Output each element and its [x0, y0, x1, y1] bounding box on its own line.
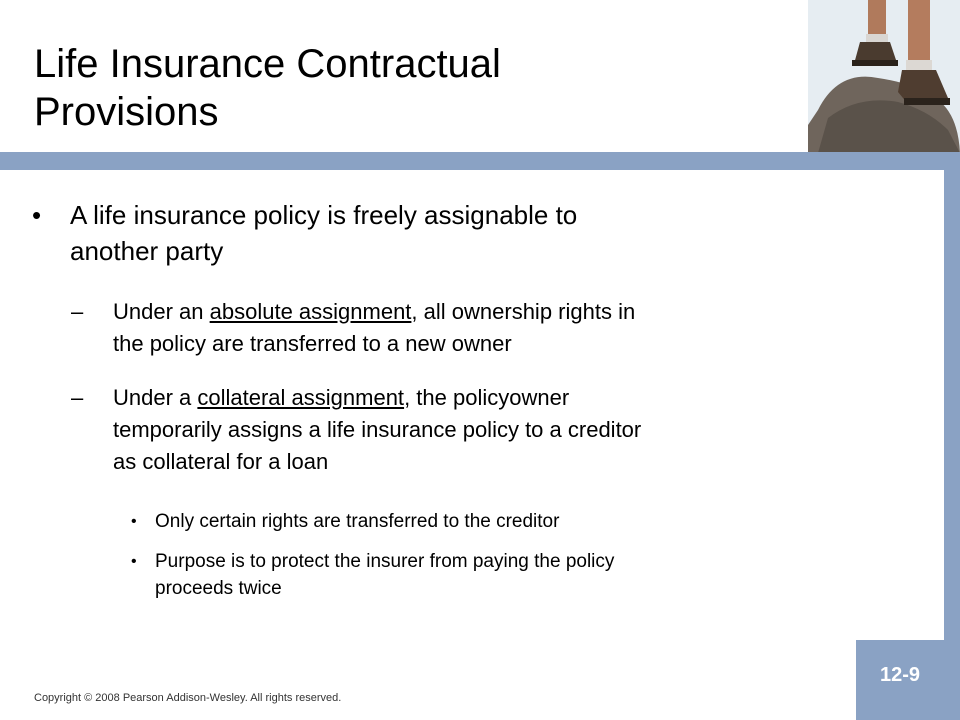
- copyright-notice: Copyright © 2008 Pearson Addison-Wesley. All rights reserved.: [34, 692, 342, 704]
- bullet-assignable-line1: A life insurance policy is freely assignable to: [70, 200, 578, 230]
- bullet-dot-icon: •: [131, 553, 137, 570]
- absolute-assignment-term: absolute assignment: [209, 299, 412, 324]
- purpose-line2: proceeds twice: [155, 578, 282, 599]
- sub2-line2: temporarily assigns a life insurance policy to a creditor: [113, 417, 642, 442]
- sub2-suffix: , the policyowner: [404, 385, 570, 410]
- bullet-assignable: [32, 197, 830, 269]
- slide-title-line2: Provisions: [34, 90, 219, 134]
- collateral-assignment-term: collateral assignment: [197, 385, 405, 410]
- dash-bullet-icon: –: [71, 299, 84, 324]
- sub1-line2: the policy are transferred to a new owner: [113, 331, 512, 356]
- bullet-dot-icon: •: [32, 200, 42, 230]
- sub2-prefix: Under a: [113, 385, 198, 410]
- sub1-prefix: Under an: [113, 299, 210, 324]
- sub-sub-bullet-rights: [131, 508, 835, 535]
- rights-line1: Only certain rights are transferred to the creditor: [155, 511, 560, 532]
- bullet-dot-icon: •: [131, 513, 137, 530]
- sub2-line3: as collateral for a loan: [113, 449, 329, 474]
- sub-bullet-collateral-assignment: [71, 382, 873, 478]
- sub-sub-bullet-purpose: [131, 548, 835, 602]
- slide-number: 12-9: [879, 664, 921, 686]
- slide-title-line1: Life Insurance Contractual: [34, 42, 501, 86]
- purpose-line1: Purpose is to protect the insurer from paying the policy: [155, 551, 615, 572]
- bullet-assignable-line2: another party: [70, 236, 224, 266]
- sub-bullet-absolute-assignment: [71, 296, 873, 360]
- dash-bullet-icon: –: [71, 385, 84, 410]
- sub1-suffix: , all ownership rights in: [411, 299, 636, 324]
- slide-number-box: [856, 640, 960, 720]
